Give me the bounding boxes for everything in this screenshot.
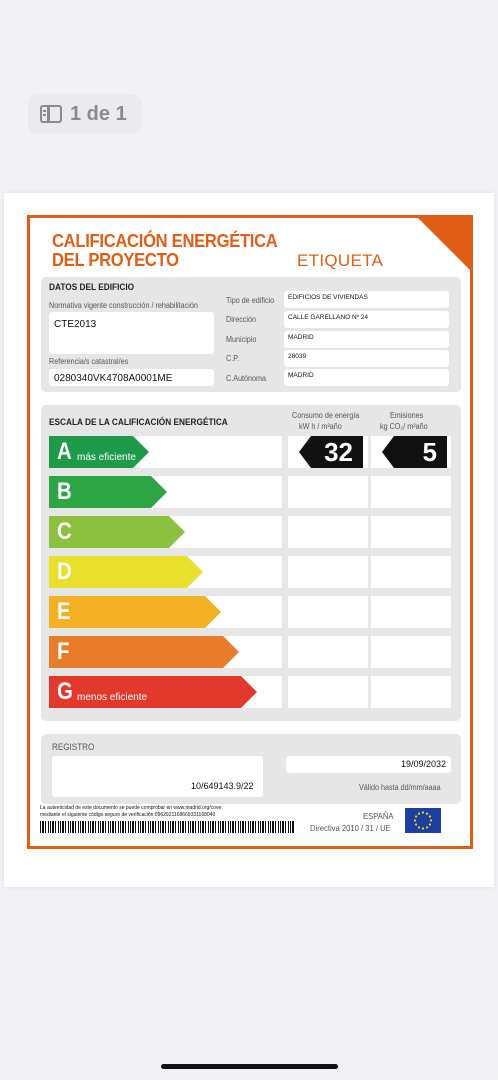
auth-line-2: mediante el siguiente código seguro de verificación:0962921168669331168040 <box>40 812 216 818</box>
autonoma-label: C.Autónoma <box>226 374 267 383</box>
building-section-title: DATOS DEL EDIFICIO <box>49 282 135 292</box>
scale-letter: A <box>57 438 72 465</box>
scale-bar-e <box>49 596 221 628</box>
registro-panel <box>41 734 461 804</box>
label-type: ETIQUETA <box>297 251 384 270</box>
scale-note: menos eficiente <box>77 692 148 703</box>
autonoma-value: MADRID <box>288 372 314 379</box>
catastral-label: Referencia/s catastral/es <box>49 357 129 366</box>
corner-triangle <box>415 215 473 273</box>
scale-letter: D <box>57 558 72 585</box>
consumo-cell <box>288 516 368 548</box>
eu-star <box>418 826 420 828</box>
consumo-cell <box>288 636 368 668</box>
direccion-value: CALLE GARELLANO Nº 24 <box>288 314 369 321</box>
municipio-value: MADRID <box>288 334 314 341</box>
energy-label <box>27 215 473 849</box>
scale-note: más eficiente <box>77 452 136 463</box>
barcode <box>40 821 294 833</box>
emisiones-cell <box>371 556 451 588</box>
label-title-line1: CALIFICACIÓN ENERGÉTICA <box>52 231 278 251</box>
valid-label: Válido hasta dd/mm/aaaa <box>359 783 441 792</box>
eu-star <box>418 812 420 814</box>
eu-star <box>415 823 417 825</box>
municipio-label: Municipio <box>226 335 257 344</box>
directive: Directiva 2010 / 31 / UE <box>310 823 391 833</box>
emisiones-cell <box>371 516 451 548</box>
scale-bar-c <box>49 516 185 548</box>
tipo-value: EDIFICIOS DE VIVIENDAS <box>288 294 368 301</box>
page-indicator-label: 1 de 1 <box>70 102 127 125</box>
consumo-unit: kW h / m²año <box>299 422 342 431</box>
eu-star <box>429 823 431 825</box>
tipo-label: Tipo de edificio <box>226 296 275 305</box>
eu-star <box>422 827 424 829</box>
scale-letter: G <box>57 678 73 705</box>
building-data-panel <box>41 277 461 392</box>
emisiones-unit: kg CO₂/ m²año <box>380 422 428 431</box>
scale-letter: B <box>57 478 72 505</box>
page-indicator[interactable] <box>28 94 142 134</box>
eu-star <box>430 819 432 821</box>
emisiones-cell <box>371 596 451 628</box>
emisiones-cell <box>371 636 451 668</box>
scale-letter: C <box>57 518 72 545</box>
eu-star <box>415 815 417 817</box>
normativa-value: CTE2013 <box>54 319 97 330</box>
energy-scale-panel <box>41 405 461 721</box>
consumo-cell <box>288 556 368 588</box>
eu-star <box>414 819 416 821</box>
eu-star <box>429 815 431 817</box>
eu-star <box>422 811 424 813</box>
catastral-value: 0280340VK4708A0001ME <box>54 373 173 384</box>
scale-letter: F <box>57 638 70 665</box>
valid-date: 19/09/2032 <box>401 759 447 769</box>
scale-bar-g <box>49 676 257 708</box>
eu-flag-icon <box>405 808 441 833</box>
home-indicator[interactable] <box>161 1064 338 1069</box>
normativa-label: Normativa vigente construcción / rehabilitación <box>49 301 198 310</box>
registro-section-title: REGISTRO <box>52 742 95 752</box>
scale-section-title: ESCALA DE LA CALIFICACIÓN ENERGÉTICA <box>49 417 228 427</box>
direccion-label: Dirección <box>226 315 257 324</box>
eu-star <box>426 826 428 828</box>
scale-bar-b <box>49 476 167 508</box>
consumo-cell <box>288 676 368 708</box>
consumo-header: Consumo de energía <box>292 411 360 420</box>
eu-star <box>426 812 428 814</box>
consumo-rating: 32 <box>311 436 363 468</box>
cp-box <box>284 350 449 367</box>
scale-letter: E <box>57 598 71 625</box>
label-title-line2: DEL PROYECTO <box>52 250 179 270</box>
scale-bar-d <box>49 556 203 588</box>
consumo-cell <box>288 596 368 628</box>
auth-line-1: La autenticidad de este documento se puede comprobar en www.madrid.org/cove <box>40 805 222 811</box>
scale-bar-f <box>49 636 239 668</box>
country: ESPAÑA <box>363 811 394 821</box>
sidebar-icon <box>40 105 62 123</box>
cp-label: C.P. <box>226 354 240 363</box>
cp-value: 28039 <box>288 353 307 360</box>
registro-number: 10/649143.9/22 <box>191 781 254 791</box>
consumo-cell <box>288 476 368 508</box>
emisiones-cell <box>371 476 451 508</box>
emisiones-header: Emisiones <box>390 411 424 420</box>
emisiones-cell <box>371 676 451 708</box>
emisiones-rating: 5 <box>394 436 447 468</box>
scale-bar-a <box>49 436 149 468</box>
